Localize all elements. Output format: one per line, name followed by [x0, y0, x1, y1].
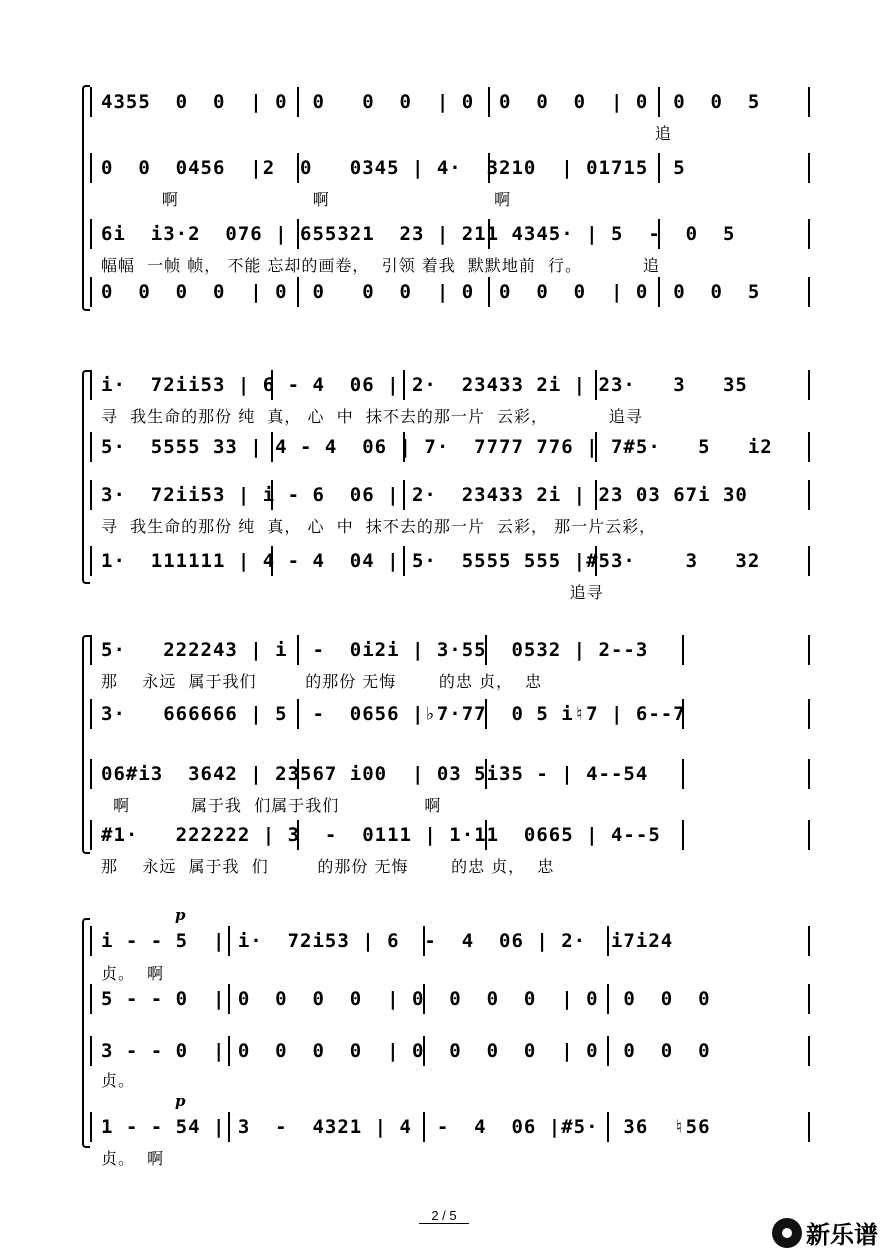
- staff-line-soprano: [85, 370, 810, 400]
- jianpu-notes: 3· 666666 | 5 - 0656 |♭7·77 0 5 i♮7 | 6--7: [101, 703, 699, 725]
- right-barline: [808, 370, 810, 400]
- staff-line-bass: [85, 546, 810, 576]
- jianpu-notes: 4355 0 0 | 0 0 0 0 | 0 0 0 0 | 0 0 0 5: [101, 91, 773, 113]
- jianpu-notes: i· 72ii53 | 6 - 4 06 | 2· 23433 2i | 23· 3 35: [101, 374, 761, 396]
- jianpu-notes: #1· 222222 | 3 - 0111 | 1·11 0665 | 4--5: [101, 824, 674, 846]
- jianpu-notes: 5· 222243 | i - 0i2i | 3·55 0532 | 2--3: [101, 639, 661, 661]
- right-barline: [808, 699, 810, 729]
- right-barline: [808, 635, 810, 665]
- jianpu-notes: 3 - - 0 | 0 0 0 0 | 0 0 0 0 | 0 0 0 0: [101, 1040, 723, 1062]
- right-barline: [808, 1112, 810, 1142]
- right-barline: [808, 480, 810, 510]
- right-barline: [808, 759, 810, 789]
- lyric-line: 追寻: [101, 583, 604, 602]
- lyric-line: 寻 我生命的那份 纯 真， 心 中 抹不去的那一片 云彩， 追寻: [101, 407, 643, 426]
- jianpu-notes: 3· 72ii53 | i - 6 06 | 2· 23433 2i | 23 03 67i 30: [101, 484, 761, 506]
- right-barline: [808, 153, 810, 183]
- right-barline: [808, 432, 810, 462]
- lyric-line: 那 永远 属于我们 的那份 无悔 的忠 贞， 忠: [101, 672, 543, 691]
- lyric-line: 追: [101, 124, 672, 143]
- right-barline: [808, 984, 810, 1014]
- staff-line-alto: [85, 432, 810, 462]
- site-logo: [772, 1215, 878, 1250]
- dynamic-mark-piano: p: [175, 1092, 186, 1110]
- left-barline: [90, 546, 92, 576]
- lyric-line: 啊 属于我 们属于我们 啊: [101, 796, 442, 815]
- page-number-label: 2 / 5: [419, 1208, 468, 1224]
- lyric-line: 那 永远 属于我 们 的那份 无悔 的忠 贞， 忠: [101, 857, 555, 876]
- page-number: [0, 1208, 888, 1223]
- left-barline: [90, 699, 92, 729]
- jianpu-notes: 1 - - 54 | 3 - 4321 | 4 - 4 06 |#5· 36 ♮56: [101, 1116, 723, 1138]
- left-barline: [90, 759, 92, 789]
- right-barline: [808, 219, 810, 249]
- staff-line-tenor: [85, 219, 810, 249]
- right-barline: [808, 546, 810, 576]
- staff-line-soprano: [85, 926, 810, 956]
- left-barline: [90, 1036, 92, 1066]
- staff-line-soprano: [85, 87, 810, 117]
- staff-line-alto: [85, 984, 810, 1014]
- right-barline: [808, 277, 810, 307]
- left-barline: [90, 926, 92, 956]
- jianpu-notes: 1· 111111 | 4 - 4 04 | 5· 5555 555 |#53· 3 32: [101, 550, 773, 572]
- left-barline: [90, 277, 92, 307]
- lyric-line: 贞。 啊: [101, 964, 165, 983]
- staff-line-bass: [85, 277, 810, 307]
- jianpu-notes: 5· 5555 33 | 4 - 4 06 | 7· 7777 776 | 7#5· 5 i2: [101, 436, 786, 458]
- jianpu-notes: 0 0 0 0 | 0 0 0 0 | 0 0 0 0 | 0 0 0 5: [101, 281, 773, 303]
- lyric-line: 幅幅 一帧 帧， 不能 忘却的画卷， 引领 着我 默默地前 行。 追: [101, 256, 660, 275]
- left-barline: [90, 153, 92, 183]
- staff-line-bass: [85, 820, 810, 850]
- staff-line-alto: [85, 153, 810, 183]
- left-barline: [90, 219, 92, 249]
- left-barline: [90, 370, 92, 400]
- staff-line-tenor: [85, 1036, 810, 1066]
- right-barline: [808, 820, 810, 850]
- jianpu-notes: i - - 5 | i· 72i53 | 6 - 4 06 | 2· i7i24: [101, 930, 686, 952]
- barline: [682, 635, 684, 665]
- staff-line-soprano: [85, 635, 810, 665]
- left-barline: [90, 635, 92, 665]
- left-barline: [90, 984, 92, 1014]
- staff-line-bass: [85, 1112, 810, 1142]
- barline: [682, 820, 684, 850]
- staff-line-tenor: [85, 480, 810, 510]
- staff-line-tenor: [85, 759, 810, 789]
- left-barline: [90, 87, 92, 117]
- lyric-line: 贞。 啊: [101, 1149, 165, 1168]
- dynamic-mark-piano: p: [175, 906, 186, 924]
- vinyl-record-icon: [772, 1218, 802, 1248]
- jianpu-notes: 0 0 0456 |2 0 0345 | 4· 3210 | 01715 5: [101, 157, 699, 179]
- staff-line-alto: [85, 699, 810, 729]
- lyric-line: 贞。: [101, 1071, 136, 1090]
- jianpu-notes: 6i i3·2 076 | 655321 23 | 211 4345· | 5 - 0 5: [101, 223, 748, 245]
- right-barline: [808, 1036, 810, 1066]
- left-barline: [90, 1112, 92, 1142]
- lyric-line: 啊 啊 啊: [101, 190, 512, 209]
- left-barline: [90, 432, 92, 462]
- lyric-line: 寻 我生命的那份 纯 真， 心 中 抹不去的那一片 云彩， 那一片云彩，: [101, 517, 657, 536]
- right-barline: [808, 87, 810, 117]
- right-barline: [808, 926, 810, 956]
- left-barline: [90, 480, 92, 510]
- logo-text: 新乐谱: [806, 1221, 878, 1249]
- jianpu-notes: 06#i3 3642 | 23567 i00 | 03 5i35 - | 4--54: [101, 763, 661, 785]
- jianpu-notes: 5 - - 0 | 0 0 0 0 | 0 0 0 0 | 0 0 0 0: [101, 988, 723, 1010]
- left-barline: [90, 820, 92, 850]
- barline: [682, 759, 684, 789]
